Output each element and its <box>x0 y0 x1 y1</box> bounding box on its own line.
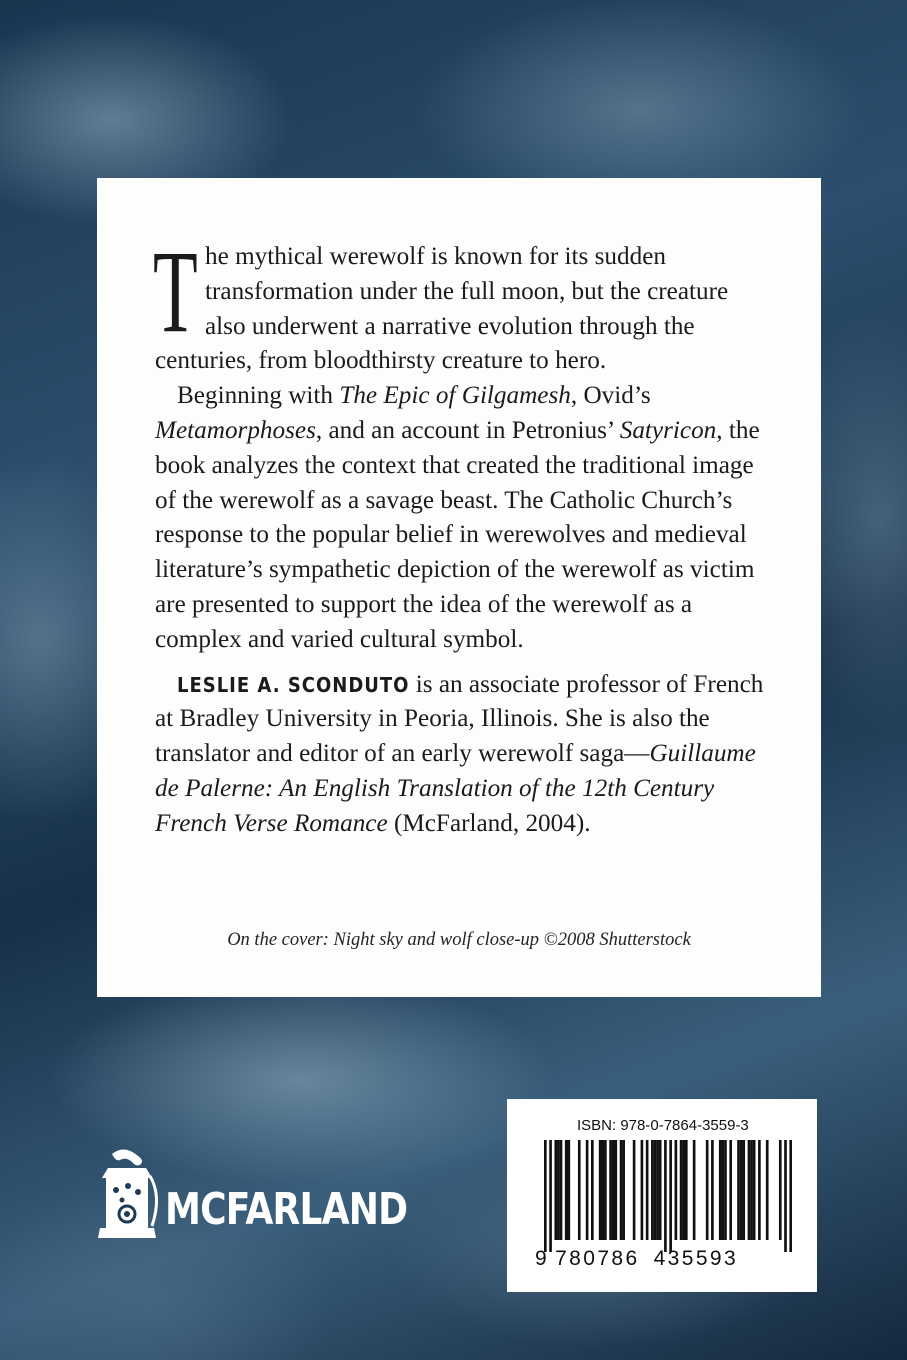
barcode-bar <box>651 1140 654 1240</box>
barcode-bar <box>609 1140 612 1240</box>
barcode-bar <box>544 1140 547 1252</box>
barcode-bar <box>557 1140 560 1240</box>
barcode-bar <box>567 1140 570 1240</box>
barcode-bar <box>614 1140 617 1240</box>
barcode-bar <box>612 1140 615 1240</box>
barcode-lead-digit: 9 <box>535 1247 550 1270</box>
barcode-bar <box>601 1140 604 1240</box>
barcode-bar <box>682 1140 685 1240</box>
lantern-icon <box>94 1146 164 1256</box>
description-paragraph-1: The mythical werewolf is known for its sudden transformation under the full moon, but the creature also underwent a narrative evolution through the centuries, from bloodthirsty creature to hero. <box>153 226 729 375</box>
cover-credit: On the cover: Night sky and wolf close-up ©2008 Shutterstock <box>227 930 691 950</box>
barcode-bar <box>729 1140 732 1240</box>
barcode-bar <box>784 1140 787 1252</box>
barcode-digits <box>535 1247 801 1271</box>
barcode-bar <box>669 1140 672 1252</box>
title-gilgamesh: The Epic of Gilgamesh <box>339 382 571 410</box>
barcode-bar <box>578 1140 581 1240</box>
barcode-bar <box>554 1140 557 1240</box>
barcode-bar <box>560 1140 563 1240</box>
barcode-bar <box>766 1140 769 1240</box>
barcode-bar <box>633 1140 636 1240</box>
barcode-bar <box>789 1140 792 1252</box>
barcode-box <box>507 1099 817 1292</box>
book-description <box>153 226 765 842</box>
drop-cap: T <box>153 226 196 357</box>
barcode-bar <box>622 1140 625 1240</box>
barcode-bar <box>565 1140 568 1240</box>
barcode-bar <box>675 1140 678 1240</box>
barcode <box>544 1140 792 1252</box>
author-name: LESLIE A. SCONDUTO <box>177 672 410 697</box>
barcode-bar <box>742 1140 745 1240</box>
barcode-digits-right: 435593 <box>653 1247 739 1270</box>
description-panel <box>97 178 821 997</box>
barcode-bar <box>591 1140 594 1240</box>
publisher-name: MCFARLAND <box>165 1184 408 1235</box>
title-metamorphoses: Metamorphoses <box>155 416 316 444</box>
barcode-bar <box>685 1140 688 1240</box>
barcode-bar <box>737 1140 740 1240</box>
barcode-bar <box>646 1140 649 1240</box>
barcode-bar <box>693 1140 696 1240</box>
barcode-bar <box>656 1140 659 1240</box>
barcode-bar <box>740 1140 743 1240</box>
barcode-bar <box>719 1140 722 1240</box>
title-satyricon: Satyricon <box>619 416 717 444</box>
barcode-bar <box>680 1140 683 1240</box>
barcode-bar <box>711 1140 714 1240</box>
author-bio: LESLIE A. SCONDUTO is an associate professor of French at Bradley University in Peoria, Illinois. She is also the translator and editor of an early werewolf saga—Guillaume de Palerne: An English Translation of the 12th Century French Verse Romance (McFarland, 2004). <box>155 670 764 837</box>
barcode-bar <box>641 1140 644 1240</box>
barcode-bar <box>748 1140 751 1240</box>
barcode-bar <box>779 1140 782 1240</box>
barcode-bar <box>599 1140 602 1240</box>
barcode-bar <box>654 1140 657 1240</box>
barcode-bar <box>659 1140 662 1240</box>
publisher-logo <box>94 1146 408 1256</box>
barcode-bar <box>722 1140 725 1240</box>
barcode-bar <box>758 1140 761 1240</box>
barcode-bar <box>620 1140 623 1240</box>
barcode-bar <box>586 1140 589 1240</box>
barcode-bar <box>664 1140 667 1252</box>
book-title: Guillaume de Palerne: An English Translation of the 12th Century French Verse Romance <box>155 740 756 837</box>
barcode-bar <box>750 1140 753 1240</box>
description-paragraph-2: Beginning with The Epic of Gilgamesh, Ovid’s Metamorphoses, and an account in Petronius’ Satyricon, the book analyzes the context that created the traditional image of the werewolf as a savage beast. The Catholic Church’s response to the popular belief in werewolves and medieval literature’s sympathetic depiction of the werewolf as victim are presented to support the idea of the werewolf as a complex and varied cultural symbol. <box>155 382 760 653</box>
barcode-digits-left: 780786 <box>555 1247 640 1270</box>
barcode-bar <box>549 1140 552 1252</box>
barcode-bar <box>753 1140 756 1240</box>
barcode-bar <box>706 1140 709 1240</box>
barcode-bar <box>724 1140 727 1240</box>
barcode-bar <box>604 1140 607 1240</box>
isbn-label: ISBN: 978-0-7864-3559-3 <box>577 1117 749 1134</box>
